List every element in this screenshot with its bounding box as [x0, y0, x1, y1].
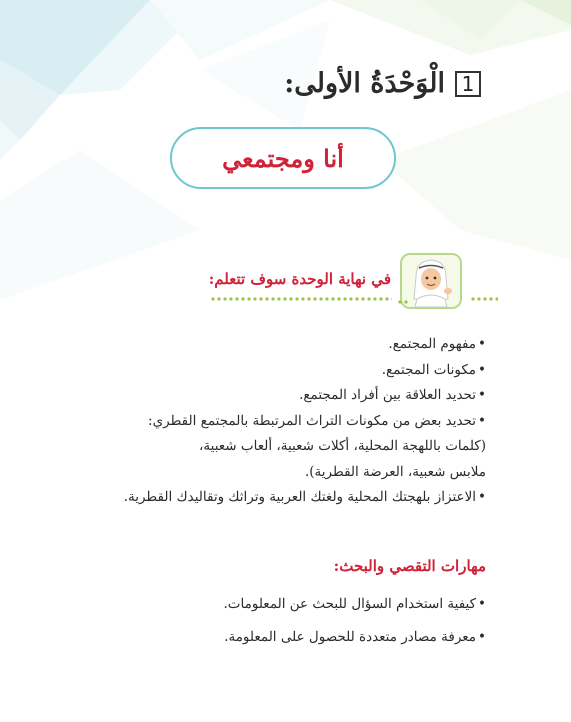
avatar — [400, 253, 462, 309]
unit-label: الْوَحْدَةُ الأولى: — [284, 68, 445, 99]
unit-name: أنا ومجتمعي — [222, 143, 344, 173]
list-item: • كيفية استخدام السؤال للبحث عن المعلومات. — [66, 588, 486, 621]
dotted-divider-main — [210, 296, 392, 302]
unit-name-banner — [170, 127, 396, 189]
list-item-continuation: (كلمات باللهجة المحلية، أكلات شعبية، ألعاب شعبية، — [199, 438, 486, 454]
list-item: • مكونات المجتمع. — [66, 358, 486, 384]
list-item: • تحديد بعض من مكونات التراث المرتبطة بالمجتمع القطري: — [66, 409, 486, 435]
learning-outcomes-list — [66, 332, 486, 511]
list-item: • تحديد العلاقة بين أفراد المجتمع. — [66, 383, 486, 409]
research-skills-list — [66, 588, 486, 654]
list-item: • الاعتزاز بلهجتك المحلية ولغتك العربية وتراثك وتقاليدك القطرية. — [66, 485, 486, 511]
unit-title — [284, 68, 481, 99]
dotted-divider-right — [397, 299, 409, 305]
research-skills-heading: مهارات التقصي والبحث: — [333, 557, 486, 575]
dotted-divider-left — [470, 296, 498, 302]
list-item: • معرفة مصادر متعددة للحصول على المعلومة. — [66, 621, 486, 654]
boy-in-ghutra-icon — [402, 255, 460, 307]
list-item: • مفهوم المجتمع. — [66, 332, 486, 358]
list-item-continuation: ملابس شعبية، العرضة القطرية). — [305, 463, 486, 480]
learning-outcomes-heading: في نهاية الوحدة سوف تتعلم: — [208, 270, 391, 288]
unit-number-box: 1 — [455, 71, 481, 97]
